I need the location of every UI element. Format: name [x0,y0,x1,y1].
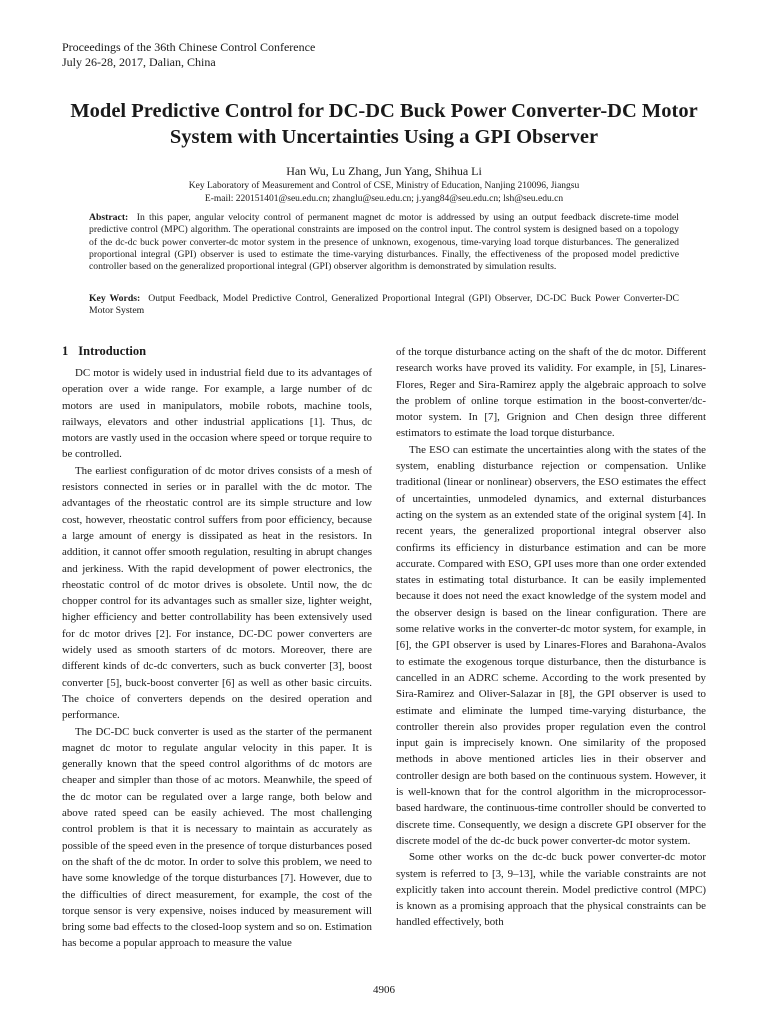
section-heading [62,344,372,359]
paragraph: The earliest configuration of dc motor drives consists of a mesh of resistors connected in series or in parallel with the dc motor. The advantages of the rheostatic control are its simple structure and low cost, however, rheostatic control suffers from poor efficiency, because a large amount of energy is dissipated as heat in the resistors. In addition, it cannot offer smooth regulation, resulting in abrupt changes and jerkiness. With the rapid development of power electronics, the rheostatic control of dc motor drives is obsolete. Until now, the dc chopper control for its advantages such as smaller size, lighter weight, higher efficiency and better controllability has been extensively used for dc motor drives [2]. For instance, DC-DC power converters are widely used as smooth starters of dc motors. Moreover, there are different kinds of dc-dc converters, such as buck converter [3], boost converter [5], buck-boost converter [6] as well as other basic circuits. The choice of converters depends on the desired operation and performance. [62,464,372,722]
paragraph: DC motor is widely used in industrial field due to its advantages of operation over a wide range. For example, a large number of dc motors are used in manipulators, mobile robots, machine tools, railways, elevators and other industrial applications [1]. Thus, dc motors are vastly used in the occasion where speed or torque require to be controlled. [62,367,372,461]
keywords-label: Key Words: [89,293,141,304]
proceedings-header [62,40,315,70]
proceedings-title: Proceedings of the 36th Chinese Control Conference [62,40,316,54]
keywords-text: Output Feedback, Model Predictive Control, Generalized Proportional Integral (GPI) Observer, DC-DC Buck Power Converter-DC Motor System [89,293,679,317]
left-column [62,344,372,952]
proceedings-date-location: July 26-28, 2017, Dalian, China [62,55,216,69]
abstract-text: In this paper, angular velocity control of permanent magnet dc motor is addressed by using an output feedback discrete-time model predictive control (MPC) algorithm. The operational constraints are imposed on the control input. The control system is designed based on a topology of the dc-dc buck power converter-dc motor system in the presence of unknown, exogenous, time-varying load torque disturbances. The generalized proportional integral (GPI) observer is used to estimate the time-varying disturbances. Finally, the effectiveness of the proposed model predictive controller based on the generalized proportional integral (GPI) observer algorithm is demonstrated by simulation results. [89,212,679,273]
page-number: 4906 [373,984,395,996]
section-title: Introduction [78,344,147,358]
section-number: 1 [62,344,69,358]
affiliation-block [0,180,768,205]
paragraph: The ESO can estimate the uncertainties along with the states of the system, enabling disturbance rejection or compensation. Unlike traditional (linear or nonlinear) observers, the ESO estimates the effect of uncertainties, unmodeled dynamics, and external disturbances acting on the system as an extended state of the original system [4]. In recent years, the generalized proportional integral observer also confirms its efficiency in disturbance estimation and can be more accurate. Compared with ESO, GPI uses more than one order extended states in estimating total disturbance. It can be easily implemented because it does not need the exact knowledge of the system model and the observer design is based on the linear configuration. There are some relative works in the converter-dc motor system, for example, in [6], the GPI observer is used by Linares-Flores and Barahona-Avalos to estimate the exogenous torque disturbance, then the disturbance is cancelled in an ADRC scheme. According to the work presented by Sira-Ramirez and Oliver-Salazar in [8], the GPI observer is used to estimate and eliminate the lumped time-varying disturbance, the controller therein also provides proper regulation even the control input gain is imprecisely known. One similarity of the proposed methods in above mentioned articles lies in their observer and controller design are both based on the continuous system. However, it is well-known that for the control algorithm in the microprocessor-based hardware, the continuous-time controller should be converted to discrete time. Consequently, we design a discrete GPI observer for the discrete model of the dc-dc buck power converter-dc motor system. [396,443,706,847]
keywords [89,293,679,318]
abstract [89,212,679,273]
affiliation: Key Laboratory of Measurement and Control of CSE, Ministry of Education, Nanjing 210096, Jiangsu [188,181,580,191]
paragraph: Some other works on the dc-dc buck power converter-dc motor system is referred to [3, 9–13], while the variable constraints are not explicitly taken into account therein. Model predictive control (MPC) is known as a promising approach that the physical constraints can be handled effectively, both [396,851,706,929]
paragraph-continued: of the torque disturbance acting on the shaft of the dc motor. Different research works have proved its validity. For example, in [5], Linares-Flores, Reger and Sira-Ramirez apply the algebraic approach to solve the problem of online torque estimation in the boost-converter/dc-motor system. In [7], Grignion and Chen design three different estimators to estimate the load torque disturbance. [396,346,706,440]
paper-title: Model Predictive Control for DC-DC Buck Power Converter-DC Motor System with Uncertainties Using a GPI Observer [70,100,698,148]
paragraph: The DC-DC buck converter is used as the starter of the permanent magnet dc motor to regulate angular velocity in this paper. It is generally known that the speed control algorithms of dc motors are cheaper and simpler than those of ac motors. Meanwhile, the speed of the dc motor can be regulated over a large range, both below and above rated speed can be easily achieved. The most challenging control problem is that it is necessary to maintain as accurately as possible of the speed even in the presence of torque disturbances posed on the shaft of the dc motor. In order to solve this problem, we need to have some knowledge of the torque disturbances [7]. However, due to the difficulties of direct measurement, for example, the cost of the torque sensor is very expensive, noises induced by measurement will bring some bad effects to the closed-loop system and so on. Estimation has become a popular approach to measure the value [62,725,372,950]
author-list: Han Wu, Lu Zhang, Jun Yang, Shihua Li [286,164,482,178]
right-column [396,344,706,931]
abstract-label: Abstract: [89,212,129,223]
author-emails: E-mail: 220151401@seu.edu.cn; zhanglu@seu.edu.cn; j.yang84@seu.edu.cn; lsh@seu.edu.cn [204,193,564,204]
